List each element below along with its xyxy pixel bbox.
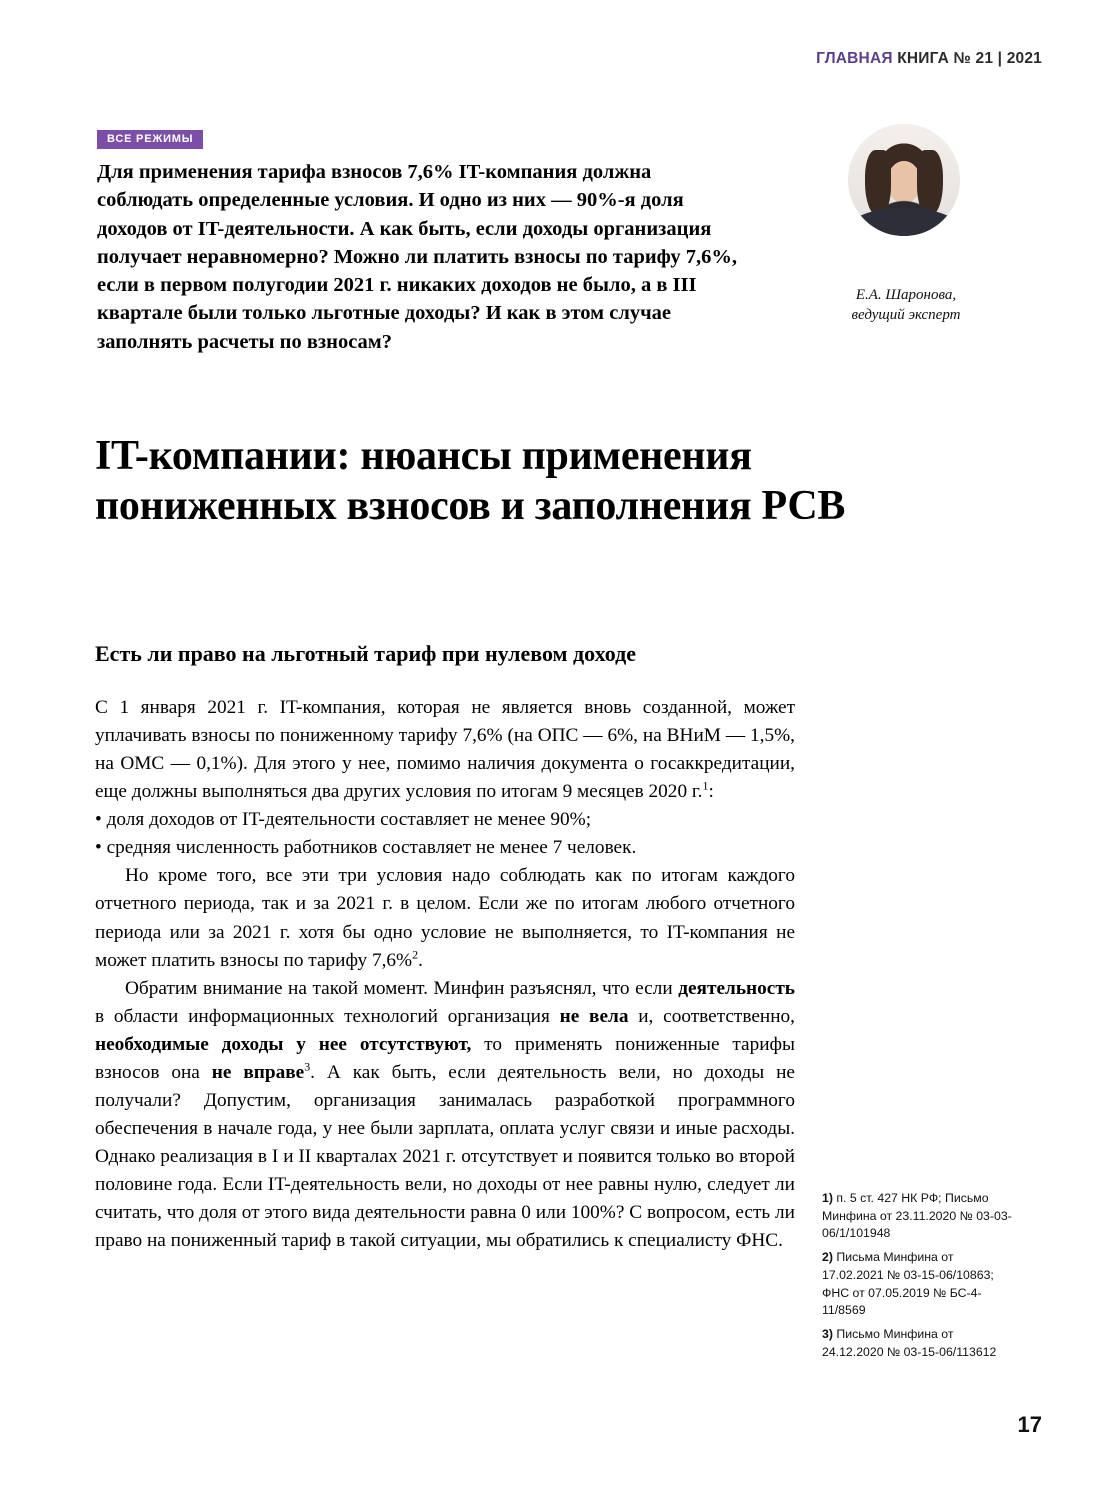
author-hair-right (917, 150, 943, 216)
footnote-3-text: Письмо Минфина от 24.12.2020 № 03-15-06/113612 (822, 1326, 997, 1359)
paragraph-3-d: и, соответственно, (628, 1005, 795, 1027)
footnote-1 (822, 1190, 1018, 1243)
author-caption (816, 285, 996, 326)
category-badge: ВСЕ РЕЖИМЫ (97, 130, 203, 149)
paragraph-2-tail: . (418, 949, 423, 971)
page-header (816, 50, 1042, 68)
footnote-2-text: Письма Минфина от 17.02.2021 № 03-15-06/10863; ФНС от 07.05.2019 № БС-4-11/8569 (822, 1250, 994, 1318)
header-brand-main: ГЛАВНАЯ (816, 50, 893, 67)
paragraph-3-c: в области информационных технологий организация (95, 1005, 560, 1027)
footnotes-column (822, 1190, 1018, 1367)
footnote-1-num: 1) (822, 1191, 833, 1205)
footnote-1-text: п. 5 ст. 427 НК РФ; Письмо Минфина от 23.11.2020 № 03-03-06/1/101948 (822, 1191, 1012, 1241)
paragraph-3-e: то применять пониженные тарифы взносов она (95, 1033, 795, 1083)
paragraph-3-bold-1: деятельность (678, 977, 795, 999)
header-issue: № 21 | 2021 (953, 50, 1042, 67)
footnote-3-num: 3) (822, 1326, 833, 1341)
paragraph-3-a: Обратим внимание на такой момент. Минфин разъяснял, что если (125, 977, 679, 999)
section-heading: Есть ли право на льготный тариф при нулевом доходе (95, 641, 637, 667)
author-shoulders (852, 208, 956, 236)
author-name: Е.А. Шаронова, (855, 287, 957, 303)
footnote-2 (822, 1249, 1018, 1320)
footnote-2-num: 2) (822, 1250, 833, 1265)
bullet-item-1: • доля доходов от IT-деятельности составляет не менее 90%; (95, 809, 592, 831)
page-title: IT-компании: нюансы применения пониженных взносов и заполнения РСВ (95, 433, 846, 529)
paragraph-3-f: . А как быть, если деятельность вели, но доходы не получали? Допустим, организация занималась разработкой программного обеспечения в начале года, у нее были зарплата, оплата услуг связи и иные расходы. Однако реализация в I и II кварталах 2021 г. отсутствует и появится только во второй половине года. Если IT-деятельность вели, но доходы от нее равны нулю, следует ли считать, что доля от этого вида деятельности равна 0 или 100%? С вопросом, есть ли право на пониженный тариф в такой ситуации, мы обратились к специалисту ФНС. (95, 1061, 795, 1252)
article-body (95, 694, 795, 1255)
author-role: ведущий эксперт (851, 307, 961, 324)
footnote-ref-3: 3 (304, 1059, 311, 1074)
paragraph-2 (95, 862, 795, 974)
bullet-item-2: • средняя численность работников составляет не менее 7 человек. (95, 837, 637, 859)
header-brand-book: КНИГА (897, 50, 950, 67)
footnote-ref-2: 2 (412, 947, 419, 962)
paragraph-2-text: Но кроме того, все эти три условия надо соблюдать как по итогам каждого отчетного периода, так и за 2021 г. в целом. Если же по итогам любого отчетного периода или за 2021 г. хотя бы одно условие не выполняется, то IT-компания не может платить взносы по тарифу 7,6% (95, 865, 795, 971)
paragraph-3-bold-2: не вела (559, 1005, 629, 1027)
footnote-3 (822, 1326, 1018, 1361)
paragraph-3 (95, 975, 795, 1256)
footnote-ref-1: 1 (702, 778, 709, 793)
paragraph-3-bold-3: необходимые доходы у нее отсутствуют, (95, 1033, 472, 1055)
author-hair-left (865, 150, 891, 216)
paragraph-1-tail: : (708, 781, 714, 803)
paragraph-3-bold-4: не вправе (211, 1061, 305, 1083)
paragraph-1-text: С 1 января 2021 г. IT-компания, которая не является вновь созданной, может уплачивать взносы по пониженному тарифу 7,6% (на ОПС — 6%, на ВНиМ — 1,5%, на ОМС — 0,1%). Для этого у нее, помимо наличия документа о госаккредитации, еще должны выполняться два других условия по итогам 9 месяцев 2020 г. (95, 697, 795, 803)
page-number: 17 (1017, 1412, 1042, 1437)
lead-paragraph: Для применения тарифа взносов 7,6% IT-компания должна соблюдать определенные условия. И одно из них — 90%-я доля доходов от IT-деятельности. А как быть, если доходы организация получает неравномерно? Можно ли платить взносы по тарифу 7,6%, если в первом полугодии 2021 г. никаких доходов не было, а в III квартале были только льготные доходы? И как в этом случае заполнять расчеты по взносам? (97, 161, 737, 353)
paragraph-1 (95, 694, 795, 806)
author-photo (848, 124, 960, 236)
